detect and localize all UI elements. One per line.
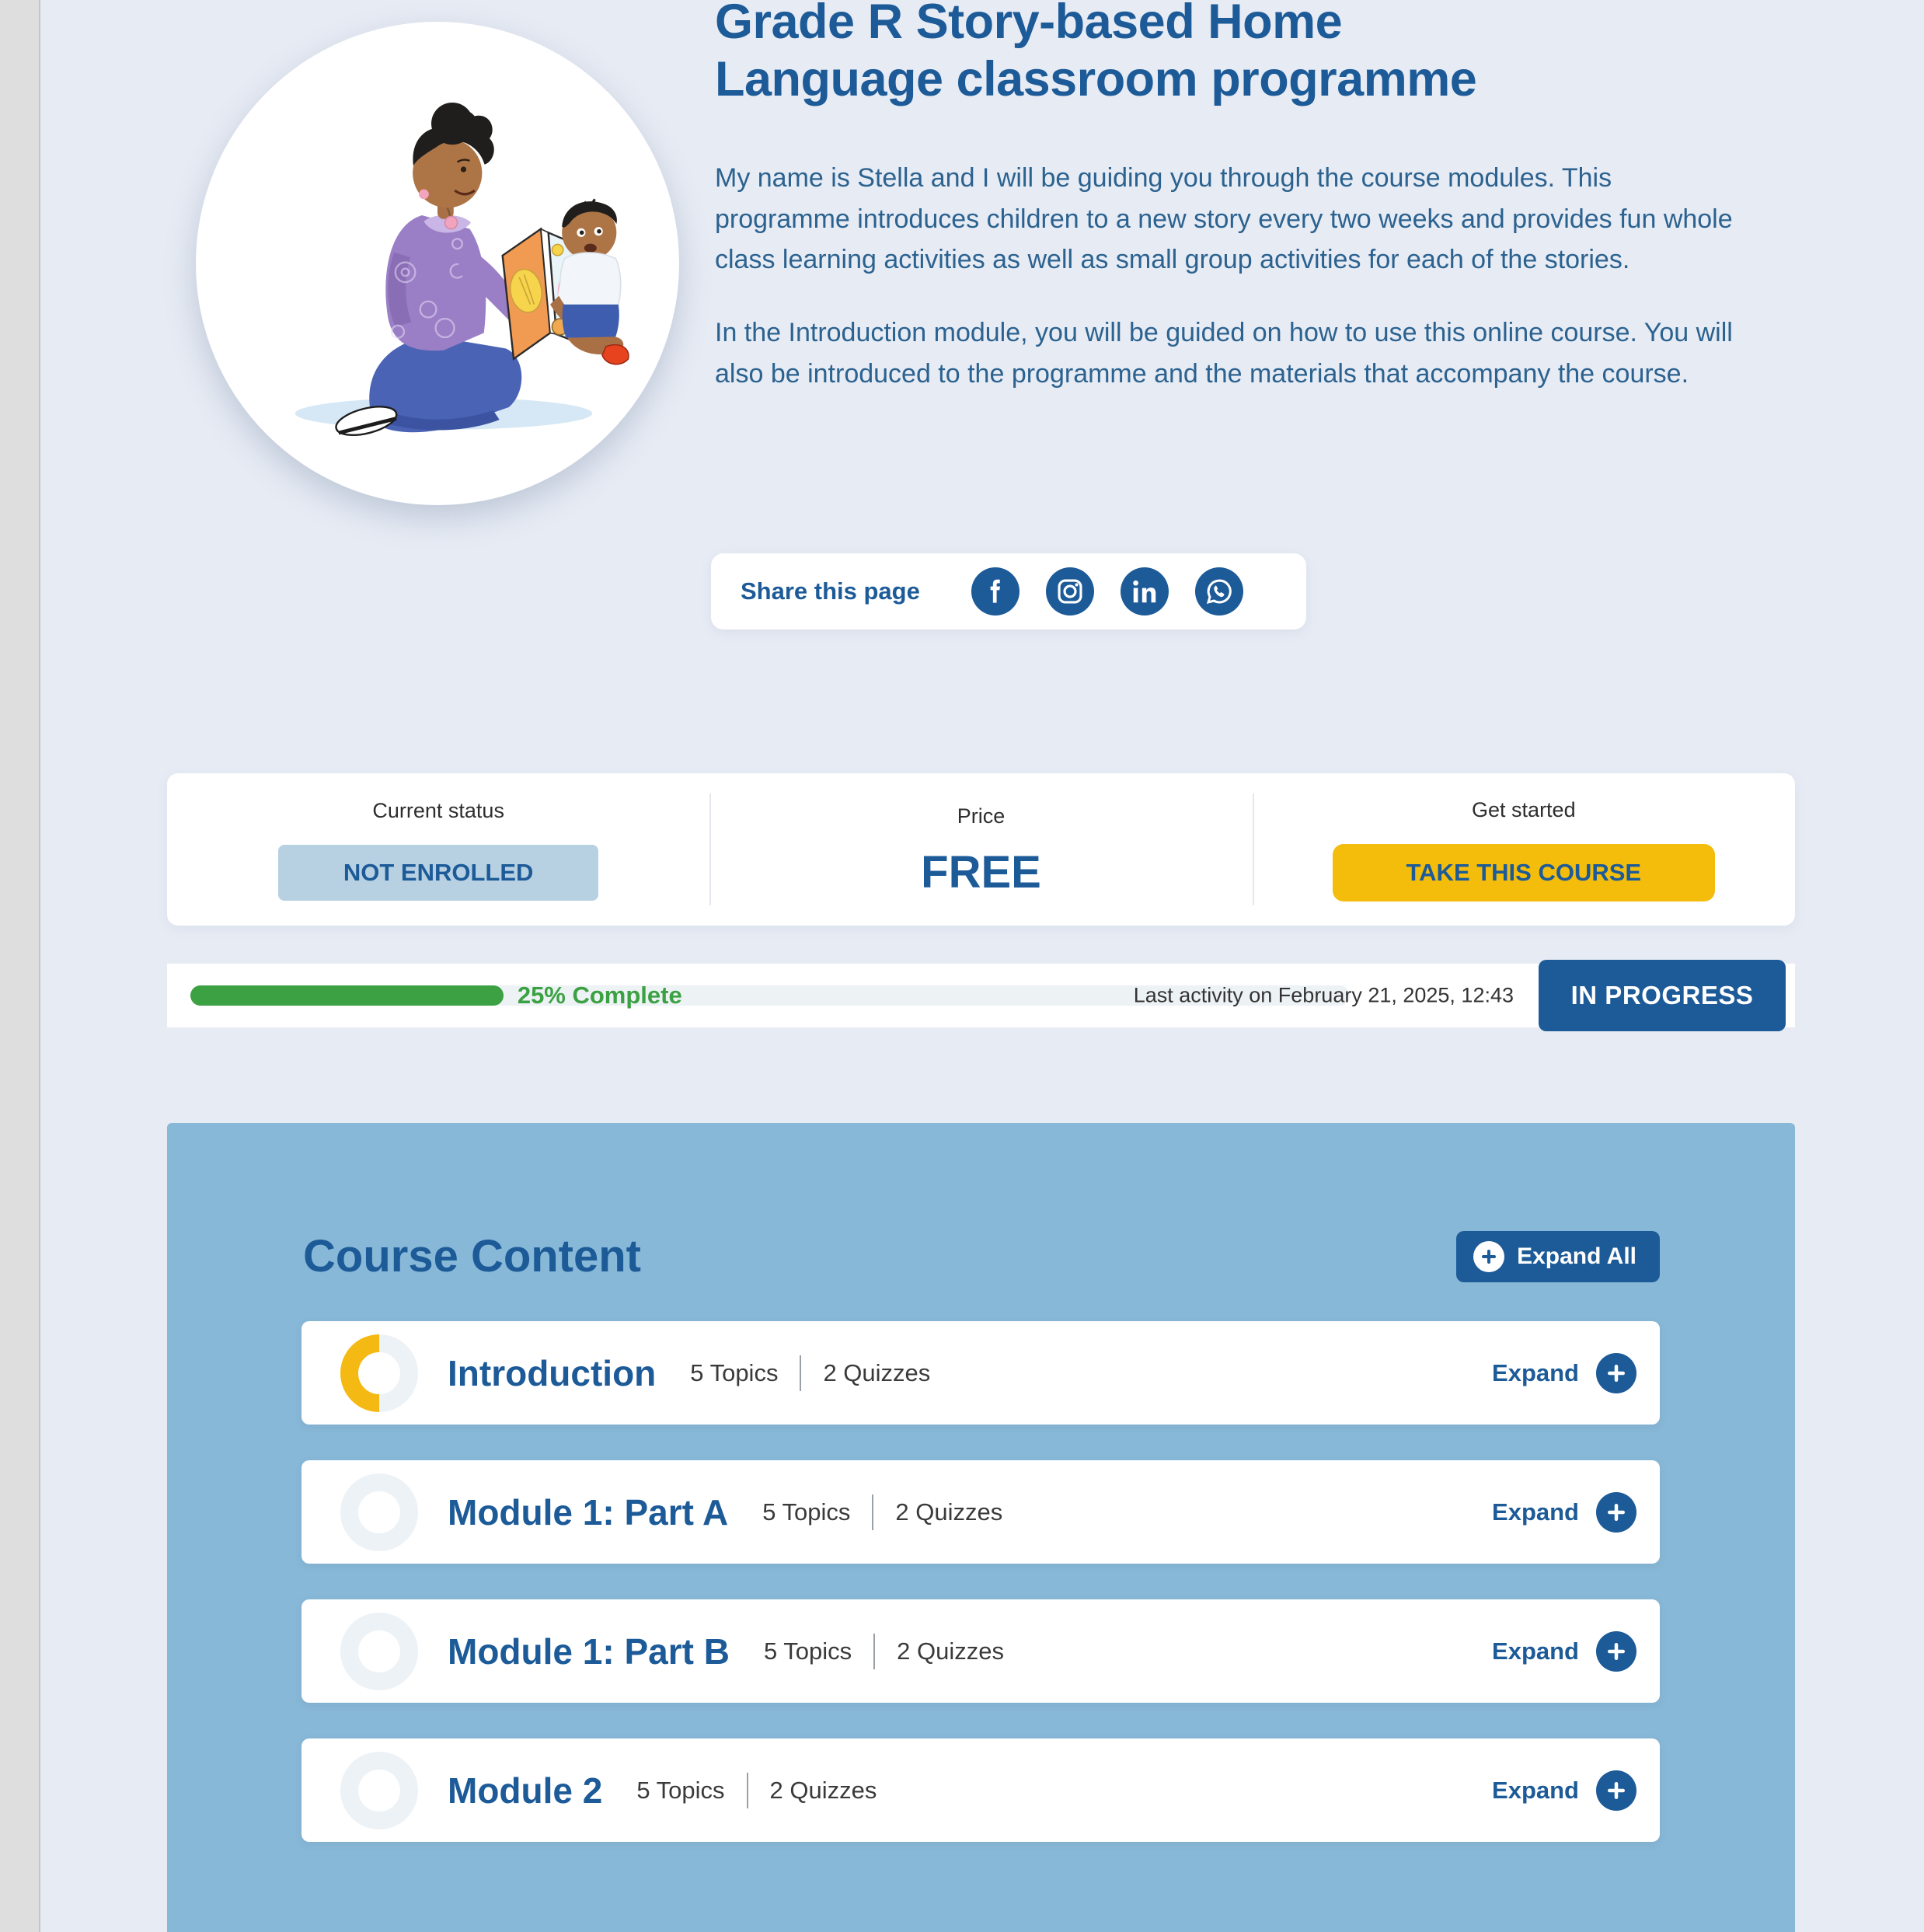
progress-percent-label: 25% Complete [517, 982, 682, 1009]
module-quizzes-count: 2 Quizzes [897, 1637, 1004, 1665]
course-progress-bar-row [167, 964, 1795, 1027]
expand-module-control[interactable] [1492, 1631, 1636, 1672]
in-progress-status-badge: IN PROGRESS [1539, 960, 1786, 1031]
course-illustration [196, 22, 679, 505]
plus-icon [1596, 1492, 1636, 1533]
module-progress-ring [340, 1334, 418, 1412]
module-progress-ring [340, 1752, 418, 1829]
intro-paragraph-1: My name is Stella and I will be guiding you through the course modules. This programme introduces children to a new story every two weeks and provides fun whole class learning activities as well as small group activities for each of the stories. [715, 163, 1733, 275]
enrollment-status-badge: NOT ENROLLED [278, 845, 598, 901]
meta-divider [873, 1634, 875, 1669]
module-row-module-1-part-b [301, 1599, 1660, 1703]
module-title[interactable]: Module 2 [448, 1770, 603, 1811]
module-quizzes-count: 2 Quizzes [895, 1498, 1003, 1526]
module-row-module-1-part-a [301, 1460, 1660, 1564]
expand-all-label: Expand All [1517, 1243, 1636, 1269]
page-title: Grade R Story-based Home Language classroom programme [715, 0, 1477, 106]
intro-paragraph-2: In the Introduction module, you will be guided on how to use this online course. You will also be introduced to the programme and the materials that accompany the course. [715, 318, 1733, 389]
get-started-label: Get started [1472, 797, 1576, 821]
progress-fill [190, 985, 504, 1006]
expand-label: Expand [1492, 1776, 1579, 1804]
module-quizzes-count: 2 Quizzes [823, 1358, 931, 1386]
module-list [301, 1321, 1660, 1842]
meta-divider [747, 1773, 748, 1808]
module-progress-ring [340, 1473, 418, 1551]
meta-divider [800, 1355, 801, 1391]
storybook-illustration-graphic [196, 22, 679, 505]
plus-icon [1473, 1241, 1504, 1272]
current-status-column [167, 773, 709, 926]
left-gutter [0, 0, 40, 1932]
instagram-icon[interactable] [1046, 567, 1094, 616]
module-title[interactable]: Introduction [448, 1352, 657, 1393]
linkedin-icon[interactable] [1121, 567, 1169, 616]
whatsapp-icon[interactable] [1195, 567, 1243, 616]
module-meta [636, 1773, 877, 1808]
plus-icon [1596, 1353, 1636, 1393]
enrollment-status-card [167, 773, 1795, 926]
module-title[interactable]: Module 1: Part B [448, 1630, 730, 1672]
module-row-module-2 [301, 1738, 1660, 1842]
module-topics-count: 5 Topics [763, 1637, 852, 1665]
module-topics-count: 5 Topics [762, 1498, 851, 1526]
module-row-introduction [301, 1321, 1660, 1425]
course-content-panel [167, 1123, 1795, 1932]
expand-label: Expand [1492, 1358, 1579, 1386]
expand-module-control[interactable] [1492, 1492, 1636, 1533]
share-label: Share this page [741, 577, 920, 605]
module-topics-count: 5 Topics [636, 1776, 725, 1804]
price-value: FREE [921, 846, 1041, 898]
price-label: Price [957, 804, 1006, 828]
plus-icon [1596, 1631, 1636, 1672]
expand-module-control[interactable] [1492, 1353, 1636, 1393]
take-this-course-button[interactable]: TAKE THIS COURSE [1333, 844, 1715, 901]
price-column [709, 773, 1252, 926]
plus-icon [1596, 1770, 1636, 1811]
facebook-icon[interactable] [971, 567, 1020, 616]
expand-label: Expand [1492, 1637, 1579, 1665]
expand-label: Expand [1492, 1498, 1579, 1526]
last-activity-text: Last activity on February 21, 2025, 12:43 [1133, 983, 1514, 1007]
meta-divider [872, 1494, 873, 1530]
share-card [711, 553, 1306, 629]
course-content-header [303, 1230, 1660, 1282]
current-status-label: Current status [372, 798, 504, 822]
module-topics-count: 5 Topics [690, 1358, 779, 1386]
hero-text-block [715, 0, 1826, 394]
module-title[interactable]: Module 1: Part A [448, 1491, 729, 1533]
module-quizzes-count: 2 Quizzes [769, 1776, 877, 1804]
module-meta [762, 1494, 1002, 1530]
expand-module-control[interactable] [1492, 1770, 1636, 1811]
course-content-heading: Course Content [303, 1231, 641, 1282]
module-meta [764, 1634, 1004, 1669]
module-meta [690, 1355, 930, 1391]
module-progress-ring [340, 1613, 418, 1690]
get-started-column [1253, 773, 1795, 926]
expand-all-button[interactable] [1456, 1231, 1660, 1282]
